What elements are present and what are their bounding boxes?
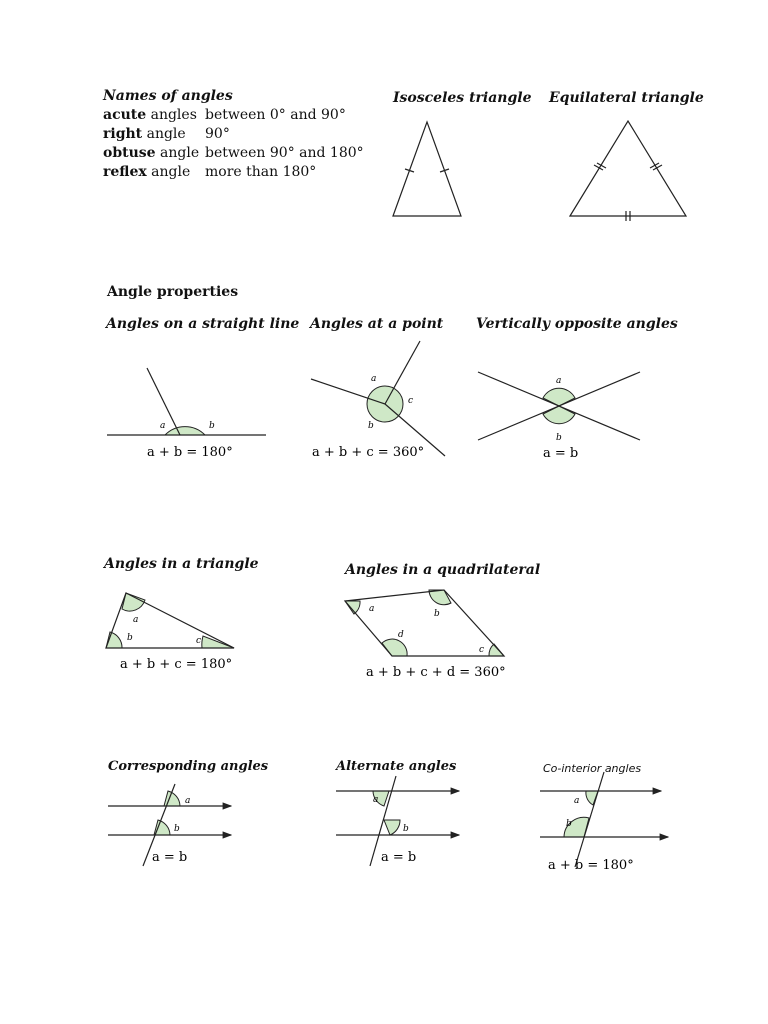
at-point-equation: a + b + c = 360°	[312, 445, 425, 460]
angle-label-c: c	[479, 645, 485, 655]
isosceles-triangle	[393, 122, 461, 216]
angle-label-b: b	[368, 421, 374, 431]
isosceles-title: Isosceles triangle	[393, 90, 532, 106]
corresponding-diagram	[108, 784, 231, 866]
angle-label-a: a	[185, 796, 191, 806]
angle-arc-shade	[543, 406, 575, 424]
angle-label-a: a	[556, 376, 562, 386]
cointerior-diagram	[540, 772, 668, 873]
vert-opposite-title: Vertically opposite angles	[476, 316, 678, 332]
quad-angles-diagram	[345, 590, 506, 680]
angle-arc-shade	[382, 639, 407, 656]
angle-label-b: b	[403, 824, 409, 834]
angle-label-a: a	[371, 374, 377, 384]
cointerior-equation: a + b = 180°	[548, 858, 634, 873]
angle-label-b: b	[434, 609, 440, 619]
angle-suffix: angle	[155, 145, 200, 161]
angle-label-c: c	[408, 396, 414, 406]
angle-term: obtuse	[103, 145, 156, 161]
angle-label-b: b	[174, 824, 180, 834]
angle-label-a: a	[373, 795, 379, 805]
angle-label-a: a	[369, 604, 375, 614]
in-quad-equation: a + b + c + d = 360°	[366, 665, 506, 680]
at-point-diagram	[311, 341, 445, 460]
at-point-title: Angles at a point	[310, 316, 444, 332]
straight-line-diagram	[107, 368, 266, 460]
straight-line-equation: a + b = 180°	[147, 445, 233, 460]
names-of-angles-title: Names of angles	[103, 88, 233, 104]
angle-desc: 90°	[205, 126, 230, 142]
angle-desc: more than 180°	[205, 164, 317, 180]
alternate-diagram	[336, 776, 459, 866]
in-triangle-title: Angles in a triangle	[104, 556, 259, 572]
angle-label-b: b	[209, 421, 215, 431]
angle-suffix: angle	[142, 126, 186, 142]
in-triangle-equation: a + b + c = 180°	[120, 657, 233, 672]
corresponding-title: Corresponding angles	[108, 759, 269, 774]
vert-opposite-equation: a = b	[543, 446, 579, 461]
angle-label-c: c	[196, 636, 202, 646]
angle-desc: between 90° and 180°	[205, 145, 364, 161]
triangle-angles-diagram	[106, 593, 234, 672]
in-quad-title: Angles in a quadrilateral	[345, 562, 541, 578]
alternate-equation: a = b	[381, 850, 417, 865]
angle-label-b: b	[566, 819, 572, 829]
alternate-title: Alternate angles	[336, 759, 457, 774]
angle-arc-shade	[384, 820, 400, 835]
angle-arc-shade	[165, 427, 205, 435]
angle-term: right	[103, 126, 143, 142]
cointerior-title: Co-interior angles	[543, 762, 642, 775]
equilateral-title: Equilateral triangle	[549, 90, 704, 106]
equilateral-triangle	[570, 121, 686, 221]
angle-desc: between 0° and 90°	[205, 107, 346, 123]
angle-suffix: angles	[146, 107, 197, 123]
angle-label-b: b	[127, 633, 133, 643]
angle-label-a: a	[133, 615, 139, 625]
straight-line-title: Angles on a straight line	[106, 316, 300, 332]
angle-label-d: d	[398, 630, 404, 640]
corresponding-equation: a = b	[152, 850, 188, 865]
angle-label-a: a	[160, 421, 166, 431]
angle-term: reflex	[103, 164, 147, 180]
angle-term: acute	[103, 107, 147, 123]
angle-arc-shade	[429, 590, 451, 605]
vert-opposite-diagram	[478, 372, 640, 461]
angle-label-a: a	[574, 796, 580, 806]
angle-suffix: angle	[146, 164, 191, 180]
angle-label-b: b	[556, 433, 562, 443]
angle-arc-shade	[543, 388, 575, 406]
angle-properties-title: Angle properties	[107, 284, 239, 300]
